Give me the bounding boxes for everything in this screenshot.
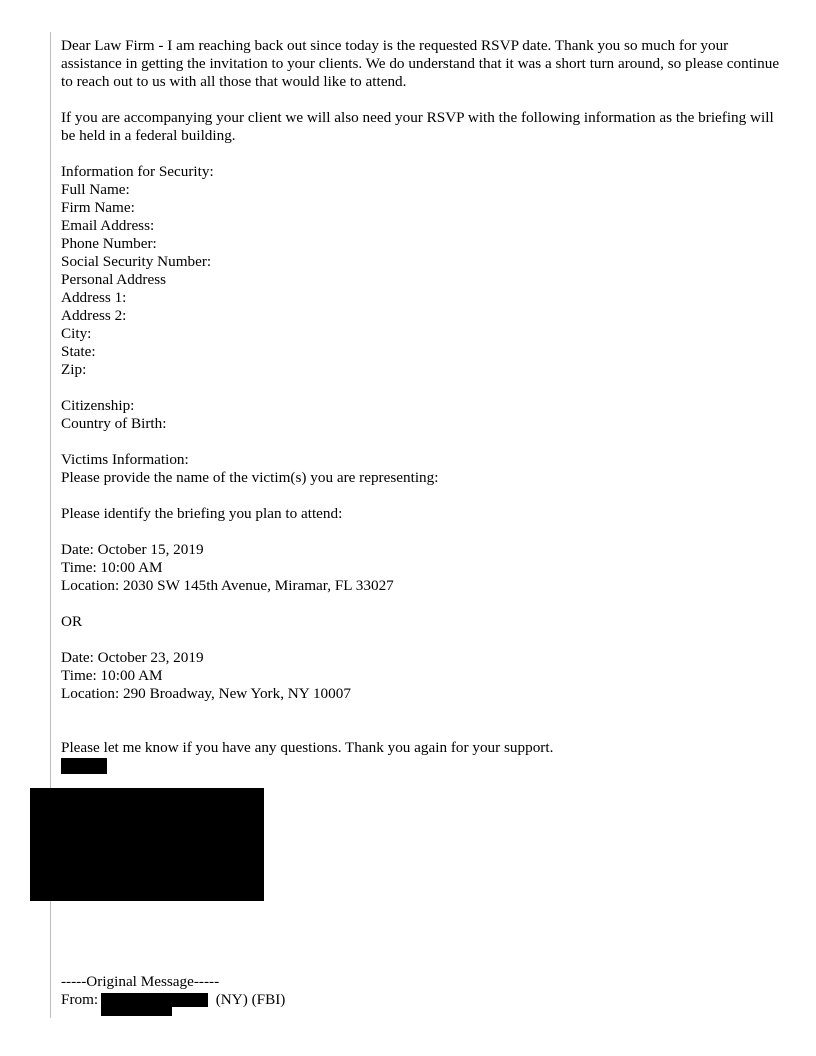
field-address-2: Address 2: <box>61 307 127 324</box>
redaction-from-name-lower <box>101 1005 172 1016</box>
redaction-signature-name <box>61 758 107 774</box>
redaction-signature-block <box>30 788 264 901</box>
field-firm-name: Firm Name: <box>61 199 135 216</box>
briefing1-location: Location: 2030 SW 145th Avenue, Miramar, FL 33027 <box>61 577 394 594</box>
security-heading: Information for Security: <box>61 163 214 180</box>
field-citizenship: Citizenship: <box>61 397 135 414</box>
field-full-name: Full Name: <box>61 181 130 198</box>
field-country-of-birth: Country of Birth: <box>61 415 167 432</box>
closing-line: Please let me know if you have any questions. Thank you again for your support. <box>61 739 554 756</box>
field-zip: Zip: <box>61 361 87 378</box>
briefing2-time: Time: 10:00 AM <box>61 667 163 684</box>
briefing2-date: Date: October 23, 2019 <box>61 649 204 666</box>
from-suffix: (NY) (FBI) <box>215 991 286 1008</box>
victims-heading: Victims Information: <box>61 451 189 468</box>
field-phone-number: Phone Number: <box>61 235 157 252</box>
briefing1-time: Time: 10:00 AM <box>61 559 163 576</box>
briefing-request: Please identify the briefing you plan to attend: <box>61 505 343 522</box>
briefing1-date: Date: October 15, 2019 <box>61 541 204 558</box>
intro-paragraph: Dear Law Firm - I am reaching back out since today is the requested RSVP date. Thank you so much for your assistance in getting the invitation to your clients. We do understand that it was a short turn around, so please continue to reach out to us with all those that would like to attend. <box>61 37 780 90</box>
accompany-paragraph: If you are accompanying your client we will also need your RSVP with the following information as the briefing will be held in a federal building. <box>61 109 774 144</box>
field-city: City: <box>61 325 92 342</box>
field-ssn: Social Security Number: <box>61 253 212 270</box>
field-email-address: Email Address: <box>61 217 155 234</box>
field-state: State: <box>61 343 96 360</box>
victims-request: Please provide the name of the victim(s) you are representing: <box>61 469 439 486</box>
or-separator: OR <box>61 613 83 630</box>
email-body <box>61 37 781 757</box>
from-label: From: <box>61 991 99 1008</box>
briefing2-location: Location: 290 Broadway, New York, NY 10007 <box>61 685 351 702</box>
original-message-separator: -----Original Message----- <box>61 973 220 990</box>
field-address-1: Address 1: <box>61 289 127 306</box>
field-personal-address: Personal Address <box>61 271 167 288</box>
